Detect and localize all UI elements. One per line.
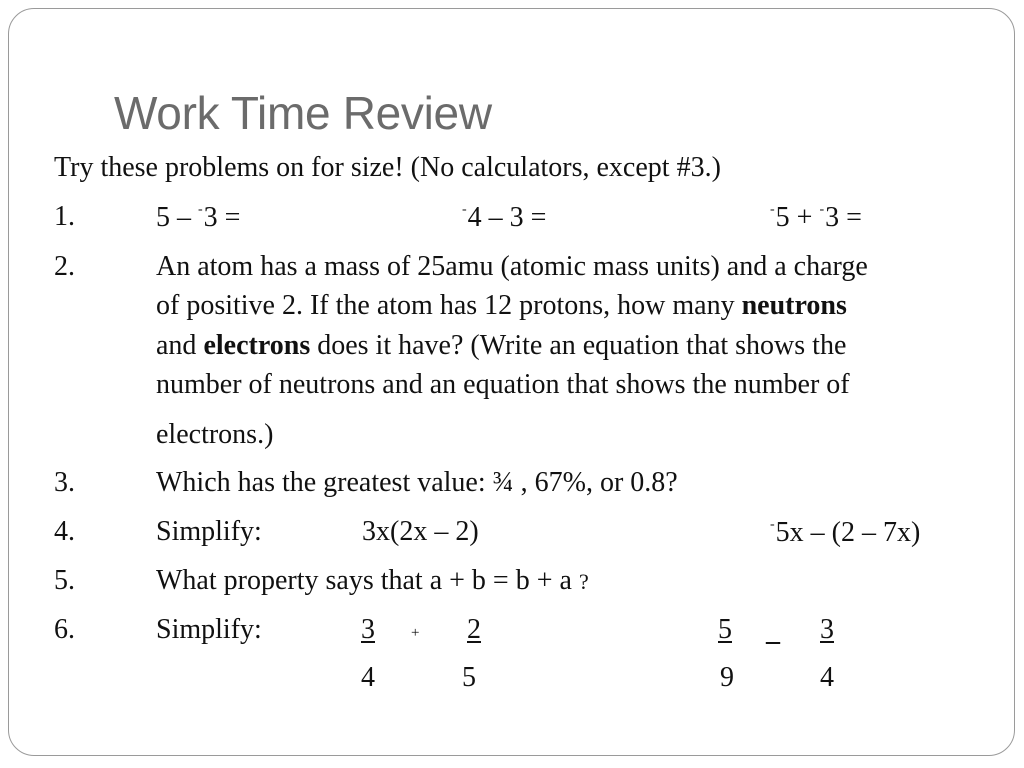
problem-2-number: 2. xyxy=(54,251,75,282)
fraction-1-denominator: 4 xyxy=(361,662,375,693)
problem-2-line-5: electrons.) xyxy=(156,419,274,450)
problem-2-line-2: of positive 2. If the atom has 12 protons, how many neutrons xyxy=(156,290,847,321)
fraction-4-numerator: 3 xyxy=(820,614,834,645)
minus-operator: _ xyxy=(766,616,780,647)
problem-4-expression-2: -5x – (2 – 7x) xyxy=(770,517,921,548)
problem-4-number: 4. xyxy=(54,516,75,547)
fraction-1-numerator: 3 xyxy=(361,614,375,645)
slide-title: Work Time Review xyxy=(114,87,492,139)
problem-6-label: Simplify: xyxy=(156,614,262,645)
problem-2-line-1: An atom has a mass of 25amu (atomic mass units) and a charge xyxy=(156,251,868,282)
fraction-3-denominator: 9 xyxy=(720,662,734,693)
problem-2-line-4: number of neutrons and an equation that shows the number of xyxy=(156,369,850,400)
problem-6-number: 6. xyxy=(54,614,75,645)
fraction-4-denominator: 4 xyxy=(820,662,834,693)
problem-3-text: Which has the greatest value: ¾ , 67%, or 0.8? xyxy=(156,467,678,498)
plus-operator: + xyxy=(411,625,420,641)
fraction-2-denominator: 5 xyxy=(462,662,476,693)
intro-text: Try these problems on for size! (No calculators, except #3.) xyxy=(54,152,721,183)
problem-3-number: 3. xyxy=(54,467,75,498)
problem-1-number: 1. xyxy=(54,201,75,232)
problem-2-line-3: and electrons does it have? (Write an equation that shows the xyxy=(156,330,847,361)
problem-5-number: 5. xyxy=(54,565,75,596)
problem-1-expression-b: -4 – 3 = xyxy=(462,202,547,233)
fraction-3-numerator: 5 xyxy=(718,614,732,645)
problem-5-text: What property says that a + b = b + a ? xyxy=(156,565,589,596)
problem-1-expression-a: 5 – -3 = xyxy=(156,202,241,233)
problem-1-expression-c: -5 + -3 = xyxy=(770,202,862,233)
problem-4-expression-1: 3x(2x – 2) xyxy=(362,516,479,547)
fraction-2-numerator: 2 xyxy=(467,614,481,645)
problem-4-label: Simplify: xyxy=(156,516,262,547)
